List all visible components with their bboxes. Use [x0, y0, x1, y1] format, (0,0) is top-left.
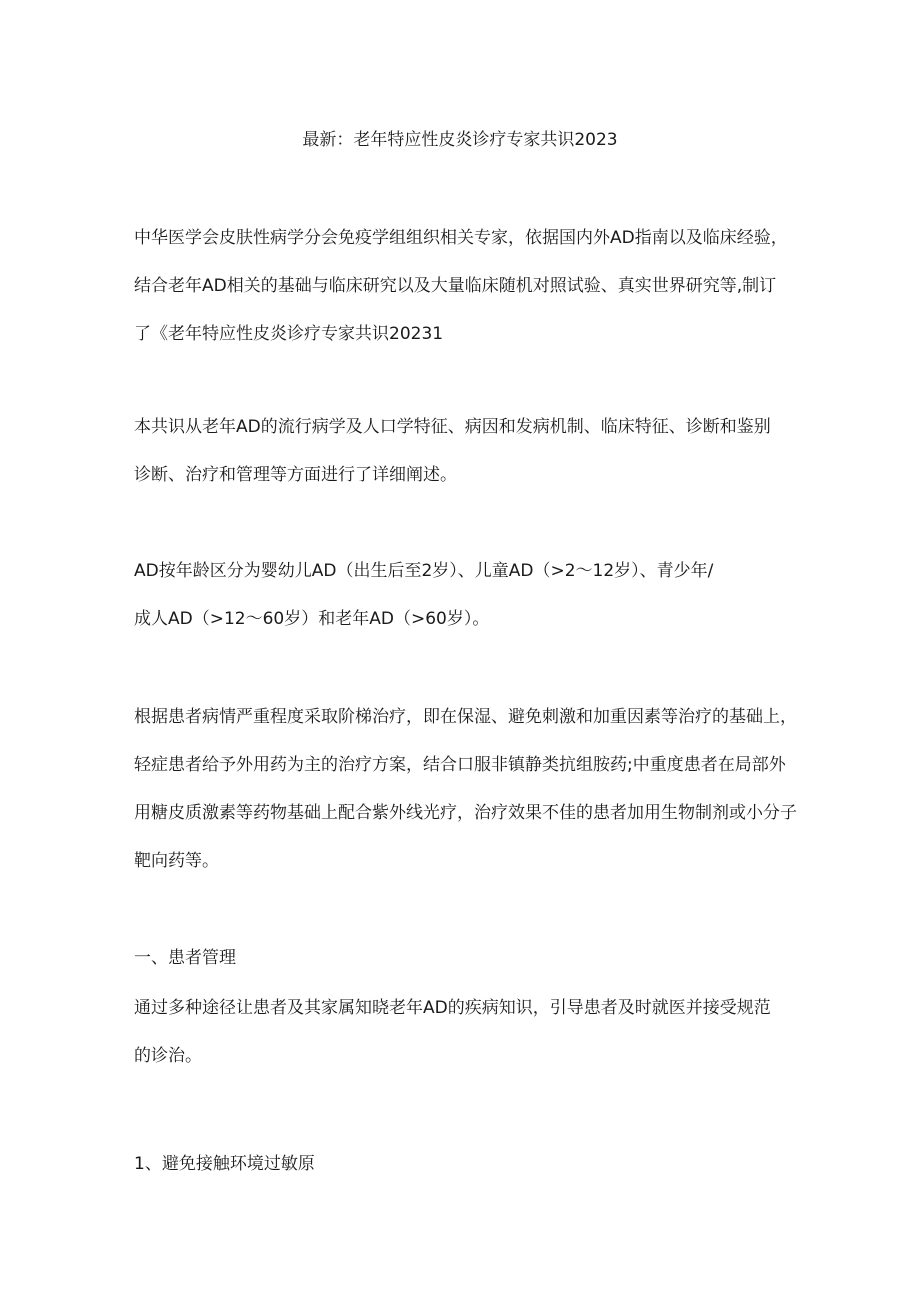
paragraph-line: 用糖皮质激素等药物基础上配合紫外线光疗，治疗效果不佳的患者加用生物制剂或小分子	[134, 803, 797, 823]
paragraph-line: AD按年龄区分为婴幼儿AD（出生后至2岁）、儿童AD（>2〜12岁）、青少年/	[134, 561, 714, 581]
paragraph-line: 本共识从老年AD的流行病学及人口学特征、病因和发病机制、临床特征、诊断和鉴别	[134, 417, 771, 437]
paragraph-line: 靶向药等。	[134, 851, 219, 871]
paragraph-patient-management	[134, 984, 814, 1080]
document-title: 最新：老年特应性皮炎诊疗专家共识2023	[302, 130, 618, 150]
paragraph-line: 的诊治。	[134, 1046, 202, 1066]
section-heading: 一、患者管理	[134, 948, 236, 968]
paragraph-line: 了《老年特应性皮炎诊疗专家共识20231	[134, 324, 444, 344]
paragraph-age-groups	[134, 547, 814, 643]
paragraph-line: 结合老年AD相关的基础与临床研究以及大量临床随机对照试验、真实世界研究等,制订	[134, 276, 777, 296]
paragraph-line: 中华医学会皮肤性病学分会免疫学组组织相关专家，依据国内外AD指南以及临床经验，	[134, 228, 788, 248]
paragraph-line: 根据患者病情严重程度采取阶梯治疗，即在保湿、避免刺激和加重因素等治疗的基础上，	[134, 707, 797, 727]
paragraph-intro	[134, 214, 814, 358]
subsection-heading: 1、避免接触环境过敏原	[134, 1154, 315, 1174]
paragraph-scope	[134, 403, 814, 499]
paragraph-treatment	[134, 693, 814, 885]
paragraph-line: 轻症患者给予外用药为主的治疗方案，结合口服非镇静类抗组胺药;中重度患者在局部外	[134, 755, 786, 775]
paragraph-line: 诊断、治疗和管理等方面进行了详细阐述。	[134, 465, 457, 485]
paragraph-line: 成人AD（>12〜60岁）和老年AD（>60岁）。	[134, 609, 490, 629]
paragraph-line: 通过多种途径让患者及其家属知晓老年AD的疾病知识，引导患者及时就医并接受规范	[134, 998, 771, 1018]
